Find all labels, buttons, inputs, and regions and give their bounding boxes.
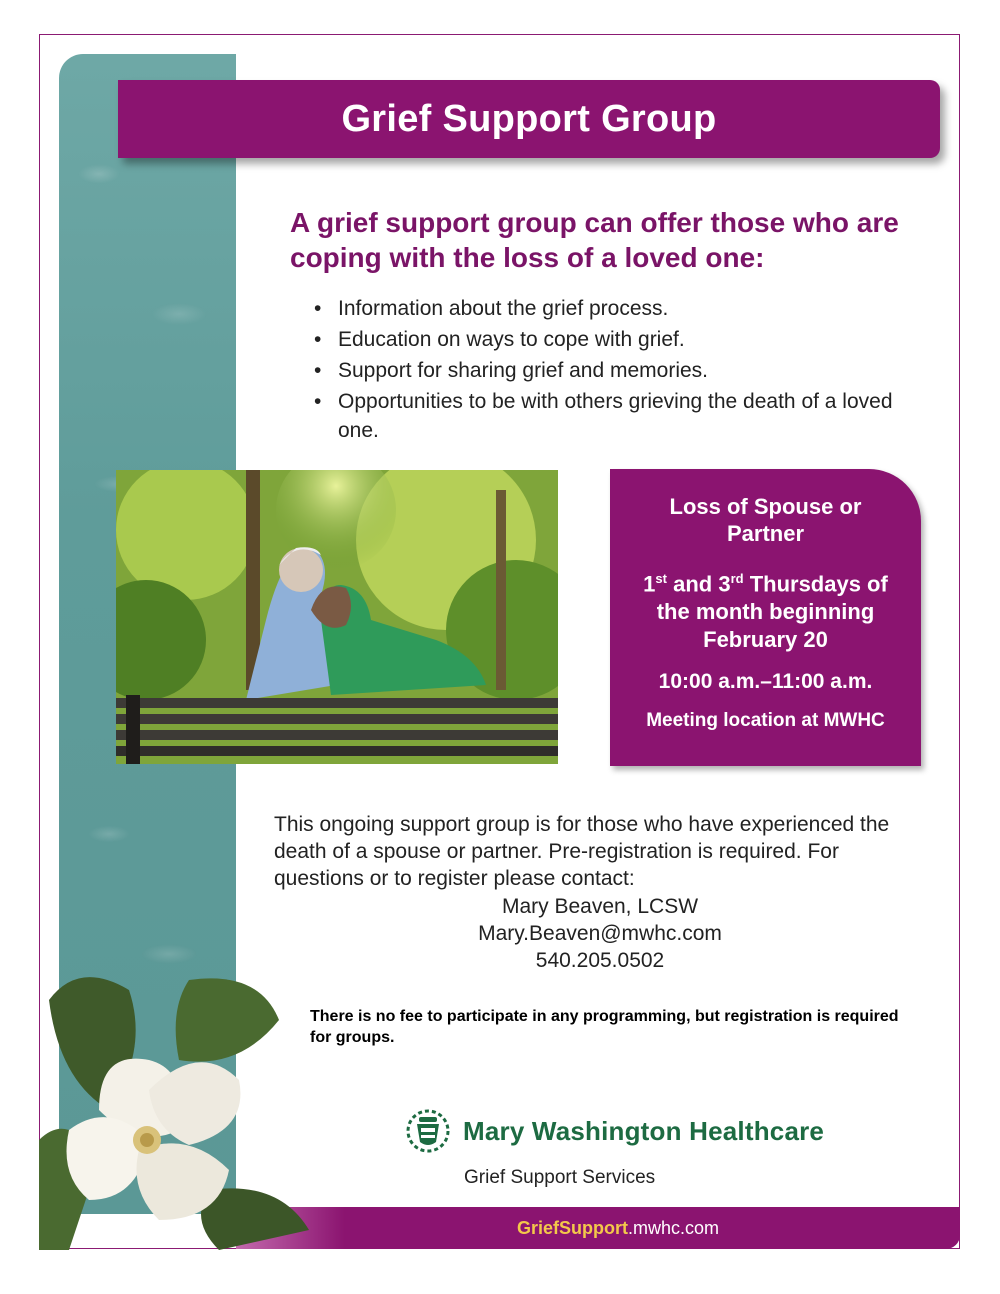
benefits-list bbox=[312, 294, 912, 447]
org-logo bbox=[405, 1108, 824, 1154]
url-domain: .mwhc.com bbox=[627, 1217, 719, 1238]
contact-phone[interactable]: 540.205.0502 bbox=[535, 949, 665, 972]
group-description: This ongoing support group is for those who have experienced the death of a spouse or partner. Pre-registration is required. For questions or to register please contact: bbox=[274, 813, 890, 890]
contact-name: Mary Beaven, LCSW bbox=[501, 895, 699, 918]
list-item: • Opportunities to be with others grieving the death of a loved one. bbox=[312, 387, 912, 445]
page-title: Grief Support Group bbox=[341, 97, 717, 140]
org-name: Mary Washington Healthcare bbox=[463, 1115, 825, 1146]
url-bold: GriefSupport bbox=[516, 1217, 628, 1238]
intro-heading: A grief support group can offer those who are coping with the loss of a loved one: bbox=[290, 207, 899, 273]
contact-email[interactable]: Mary.Beaven@mwhc.com bbox=[478, 922, 722, 945]
footer-bar bbox=[236, 1207, 960, 1249]
schedule-num-1: 1 bbox=[643, 571, 656, 597]
contact-block bbox=[420, 893, 780, 974]
title-banner bbox=[118, 80, 940, 158]
group-name: Loss of Spouse or Partner bbox=[669, 494, 862, 546]
crest-icon bbox=[405, 1108, 451, 1154]
schedule-suffix-1: st bbox=[655, 571, 667, 586]
fee-note: There is no fee to participate in any programming, but registration is required for groups. bbox=[310, 1008, 899, 1046]
list-item: • Education on ways to cope with grief. bbox=[312, 325, 912, 354]
meeting-time: 10:00 a.m.–11:00 a.m. bbox=[658, 670, 873, 694]
list-item: • Support for sharing grief and memories. bbox=[312, 356, 912, 385]
meeting-schedule bbox=[630, 565, 901, 654]
schedule-suffix-2: rd bbox=[730, 571, 744, 586]
department-name: Grief Support Services bbox=[464, 1167, 656, 1188]
schedule-num-2: 3 bbox=[718, 571, 731, 597]
schedule-and: and bbox=[666, 571, 719, 597]
website-link[interactable] bbox=[517, 1218, 719, 1239]
schedule-box bbox=[610, 469, 921, 766]
list-item: • Information about the grief process. bbox=[312, 294, 912, 323]
magnolia-flower-icon bbox=[39, 960, 329, 1250]
couple-on-bench-photo bbox=[116, 470, 558, 764]
schedule-detail: Thursdays of the month beginning February 20 bbox=[656, 571, 888, 653]
meeting-location: Meeting location at MWHC bbox=[646, 710, 885, 732]
